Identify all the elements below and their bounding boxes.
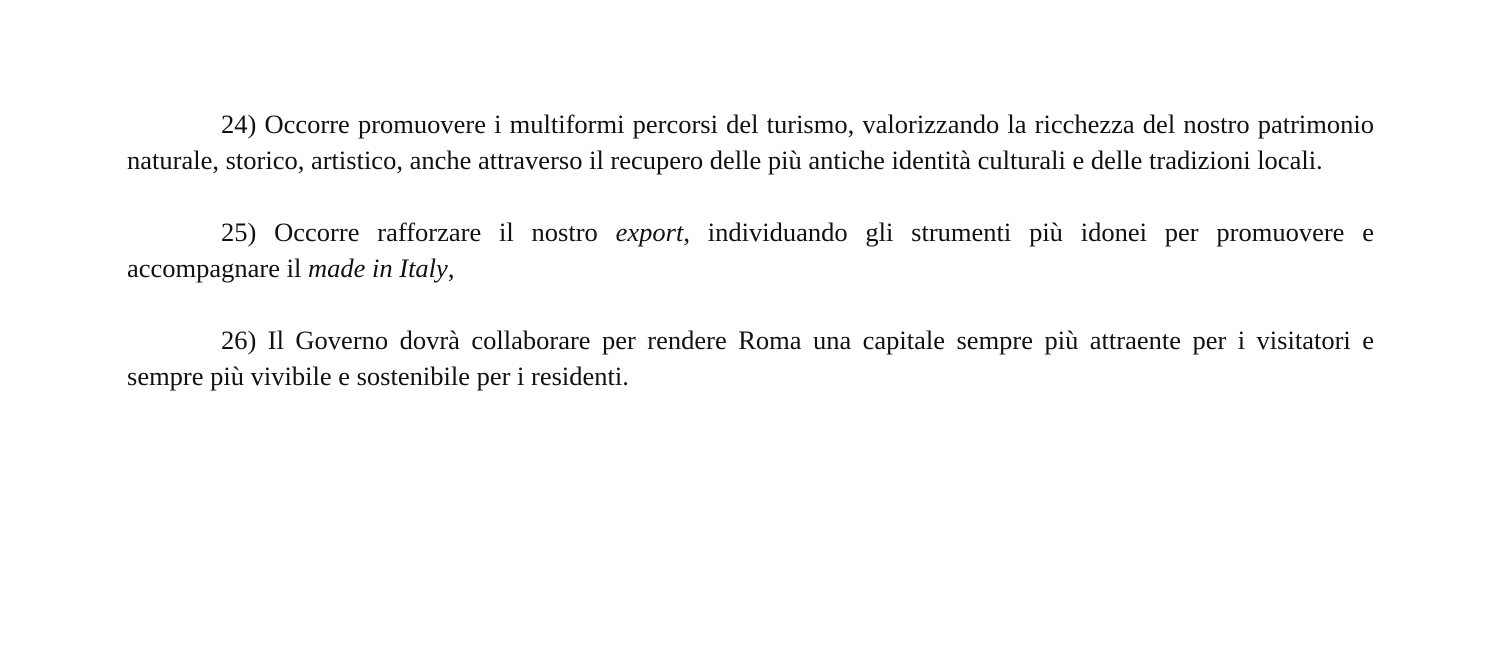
- paragraph-text: Occorre promuovere i multiformi percorsi del turismo, valorizzando la ricchezza del nostro patrimonio naturale, storico, artistico, anche attraverso il recupero delle più antiche identità culturali e delle tradizioni locali.: [127, 109, 1375, 175]
- paragraph-text: ,: [447, 253, 455, 283]
- paragraph-number: 26): [221, 325, 257, 355]
- paragraph-25: [127, 214, 1374, 286]
- paragraph-text: Occorre rafforzare il nostro: [274, 217, 598, 247]
- paragraph-24: [127, 106, 1374, 178]
- paragraph-text: , individuando gli strumenti più idonei per promuovere e accompagnare il: [127, 217, 1375, 283]
- italic-term-made-in-italy: made in Italy: [307, 253, 448, 283]
- document-body: [127, 106, 1374, 394]
- paragraph-26: [127, 322, 1374, 394]
- paragraph-number: 25): [221, 217, 257, 247]
- paragraph-number: 24): [221, 109, 257, 139]
- paragraph-text: Il Governo dovrà collaborare per rendere Roma una capitale sempre più attraente per i visitatori e sempre più vivibile e sostenibile per i residenti.: [127, 325, 1374, 391]
- italic-term-export: export: [615, 217, 684, 247]
